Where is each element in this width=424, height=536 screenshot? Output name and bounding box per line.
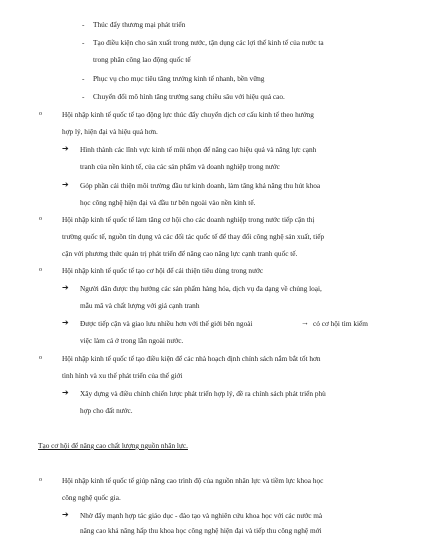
arrow-right-icon: ➔: [62, 180, 69, 189]
list-item-text: Phục vụ cho mục tiêu tăng trưởng kinh tế nhanh, bền vững: [93, 74, 265, 83]
inline-arrow-icon: →: [301, 318, 309, 327]
list-item-text: Tạo điều kiện cho sản xuất trong nước, tận dụng các lợi thế kinh tế của nước ta: [93, 38, 324, 47]
list-item-text: Thúc đẩy thương mại phát triển: [93, 20, 186, 29]
dash-marker: -: [82, 74, 85, 83]
arrow-right-icon: ➔: [62, 388, 69, 397]
paragraph-line: tình hình và xu thế phát triển của thế giới: [62, 371, 183, 380]
list-item-text: Chuyển đổi mô hình tăng trưởng sang chiều sâu với hiệu quả cao.: [93, 92, 285, 101]
paragraph-line: cận với phương thức quản trị phát triển để nâng cao năng lực cạnh tranh quốc tế.: [62, 249, 298, 258]
paragraph-line: Hội nhập kinh tế quốc tế giúp nâng cao trình độ của nguồn nhân lực và tiềm lực khoa học: [62, 476, 324, 485]
paragraph-line: Xây dựng và điều chỉnh chiến lược phát triển hợp lý, đề ra chính sách phát triển phù: [80, 389, 326, 398]
dash-marker: -: [82, 92, 85, 101]
list-item-text: trong phân công lao động quốc tế: [93, 55, 191, 64]
paragraph-line: Hội nhập kinh tế quốc tế làm tăng cơ hội cho các doanh nghiệp trong nước tiếp cận thị: [62, 215, 315, 224]
paragraph-line: tranh của nền kinh tế, của các sản phẩm và doanh nghiệp trong nước: [80, 162, 280, 171]
paragraph-line: Được tiếp cận và giao lưu nhiều hơn với thế giới bên ngoài: [80, 319, 253, 328]
paragraph-line: mẫu mã và chất lượng với giá cạnh tranh: [80, 301, 200, 310]
circle-bullet-icon: o: [39, 477, 42, 483]
arrow-right-icon: ➔: [62, 144, 69, 153]
paragraph-line: Người dân được thụ hưởng các sản phẩm hàng hóa, dịch vụ đa dạng về chủng loại,: [80, 284, 322, 293]
paragraph-line: Góp phần cải thiện môi trường đầu tư kinh doanh, làm tăng khả năng thu hút khoa: [80, 181, 321, 190]
paragraph-line: công nghệ quốc gia.: [62, 493, 121, 502]
paragraph-line: Hội nhập kinh tế quốc tế tạo động lực thúc đẩy chuyển dịch cơ cấu kinh tế theo hướng: [62, 110, 314, 119]
arrow-right-icon: ➔: [62, 318, 69, 327]
dash-marker: -: [82, 20, 85, 29]
paragraph-line: hợp lý, hiện đại và hiệu quả hơn.: [62, 127, 158, 136]
paragraph-line: nâng cao khả năng hấp thu khoa học công nghệ hiện đại và tiếp thu công nghệ mới: [80, 526, 322, 535]
paragraph-line: có cơ hội tìm kiếm: [313, 319, 368, 328]
circle-bullet-icon: o: [39, 267, 42, 273]
paragraph-line: Hình thành các lĩnh vực kinh tế mũi nhọn để nâng cao hiệu quả và năng lực cạnh: [80, 145, 317, 154]
paragraph-line: học công nghệ hiện đại và đầu tư bên ngoài vào nền kinh tế.: [80, 198, 256, 207]
paragraph-line: hợp cho đất nước.: [80, 406, 133, 415]
paragraph-line: việc làm cả ở trong lẫn ngoài nước.: [80, 336, 184, 345]
arrow-right-icon: ➔: [62, 283, 69, 292]
arrow-right-icon: ➔: [62, 510, 69, 519]
circle-bullet-icon: o: [39, 216, 42, 222]
circle-bullet-icon: o: [39, 355, 42, 361]
dash-marker: -: [82, 38, 85, 47]
paragraph-line: Hội nhập kinh tế quốc tế tạo điều kiện để các nhà hoạch định chính sách nắm bắt tốt hơn: [62, 354, 321, 363]
paragraph-line: Hội nhập kinh tế quốc tế tạo cơ hội để cải thiện tiêu dùng trong nước: [62, 266, 264, 275]
paragraph-line: Nhờ đẩy mạnh hợp tác giáo dục - đào tạo và nghiên cứu khoa học với các nước mà: [80, 511, 323, 520]
circle-bullet-icon: o: [39, 111, 42, 117]
paragraph-line: trường quốc tế, nguồn tín dụng và các đối tác quốc tế để thay đổi công nghệ sản xuất, tiếp: [62, 232, 325, 241]
section-heading: Tạo cơ hội để nâng cao chất lượng nguồn nhân lực.: [38, 441, 188, 450]
